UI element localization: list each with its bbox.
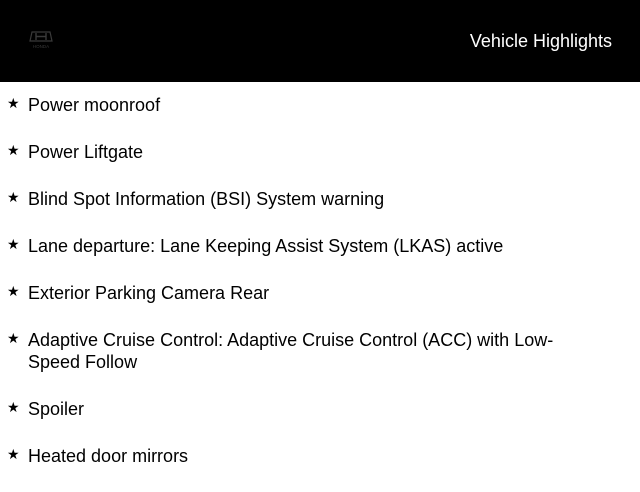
logo-wordmark: HONDA <box>32 44 50 49</box>
list-item <box>0 94 640 116</box>
feature-label: Power Liftgate <box>28 142 144 162</box>
list-item <box>0 398 640 420</box>
star-icon: ★ <box>7 400 20 416</box>
star-icon: ★ <box>7 96 20 112</box>
list-item <box>0 329 640 373</box>
honda-logo <box>27 29 55 51</box>
list-item <box>0 188 640 210</box>
page-title: Vehicle Highlights <box>469 31 612 51</box>
star-icon: ★ <box>7 237 20 253</box>
header-bar <box>0 0 640 82</box>
feature-label: Power moonroof <box>28 95 161 115</box>
list-item <box>0 141 640 163</box>
star-icon: ★ <box>7 143 20 159</box>
feature-label: Adaptive Cruise Control: Adaptive Cruise Control (ACC) with Low-Speed Follow <box>28 330 554 372</box>
star-icon: ★ <box>7 284 20 300</box>
feature-label: Spoiler <box>28 399 85 419</box>
list-item <box>0 445 640 467</box>
list-item <box>0 282 640 304</box>
feature-label: Heated door mirrors <box>28 446 189 466</box>
feature-label: Lane departure: Lane Keeping Assist System (LKAS) active <box>28 236 504 256</box>
feature-label: Blind Spot Information (BSI) System warning <box>28 189 385 209</box>
feature-label: Exterior Parking Camera Rear <box>28 283 270 303</box>
star-icon: ★ <box>7 447 20 463</box>
feature-list <box>0 94 640 492</box>
star-icon: ★ <box>7 190 20 206</box>
list-item <box>0 235 640 257</box>
star-icon: ★ <box>7 331 20 347</box>
